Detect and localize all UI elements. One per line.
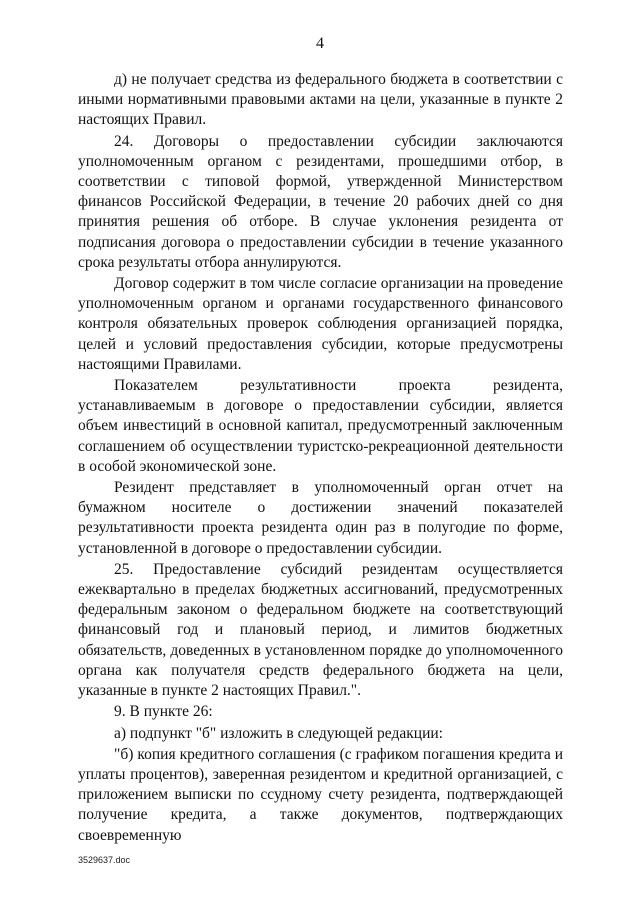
paragraph-subitem-b: "б) копия кредитного соглашения (с графиком погашения кредита и уплаты процентов), заверенная резидентом и кредитной организацией, с приложением выписки по ссудному счету резидента, подтверждающей получение кредита, а также документов, подтверждающих своевременную: [78, 745, 563, 844]
paragraph-clause-24: 24. Договоры о предоставлении субсидии заключаются уполномоченным органом с резидентами, прошедшими отбор, в соответствии с типовой формой, утвержденной Министерством финансов Российской Федерации, в течение 20 рабочих дней со дня принятия решения об отборе. В случае уклонения резидента от подписания договора о предоставлении субсидии в течение указанного срока результаты отбора аннулируются.: [78, 132, 563, 271]
paragraph-subitem-a: а) подпункт "б" изложить в следующей редакции:: [114, 724, 443, 742]
paragraph-clause-25: 25. Предоставление субсидий резидентам осуществляется ежеквартально в пределах бюджетных ассигнований, предусмотренных федеральным законом о федеральном бюджете на соответствующий финансовый год и плановый период, и лимитов бюджетных обязательств, доведенных в установленном порядке до уполномоченного органа как получателя средств федерального бюджета на цели, указанные в пункте 2 настоящих Правил.".: [78, 560, 563, 700]
paragraph-item-9: 9. В пункте 26:: [114, 703, 213, 721]
paragraph-performance-indicator: Показателем результативности проекта резидента, устанавливаемым в договоре о предоставлении субсидии, является объем инвестиций в основной капитал, предусмотренный заключенным соглашением об осуществлении туристско-рекреационной деятельности в особой экономической зоне.: [78, 377, 563, 475]
paragraph-item-d: д) не получает средства из федерального бюджета в соответствии с иными нормативными правовыми актами на цели, указанные в пункте 2 настоящих Правил.: [78, 71, 563, 129]
footer-filename: 3529637.doc: [78, 855, 131, 865]
page-number: 4: [316, 35, 324, 52]
document-body: [78, 70, 563, 847]
paragraph-resident-report: Резидент представляет в уполномоченный орган отчет на бумажном носителе о достижении значений показателей результативности проекта резидента один раз в полугодие по форме, установленной в договоре о предоставлении субсидии.: [78, 479, 563, 557]
paragraph-contract-consent: Договор содержит в том числе согласие организации на проведение уполномоченным органом и органами государственного финансового контроля обязательных проверок соблюдения организацией порядка, целей и условий предоставления субсидии, которые предусмотрены настоящими Правилами.: [78, 275, 563, 373]
